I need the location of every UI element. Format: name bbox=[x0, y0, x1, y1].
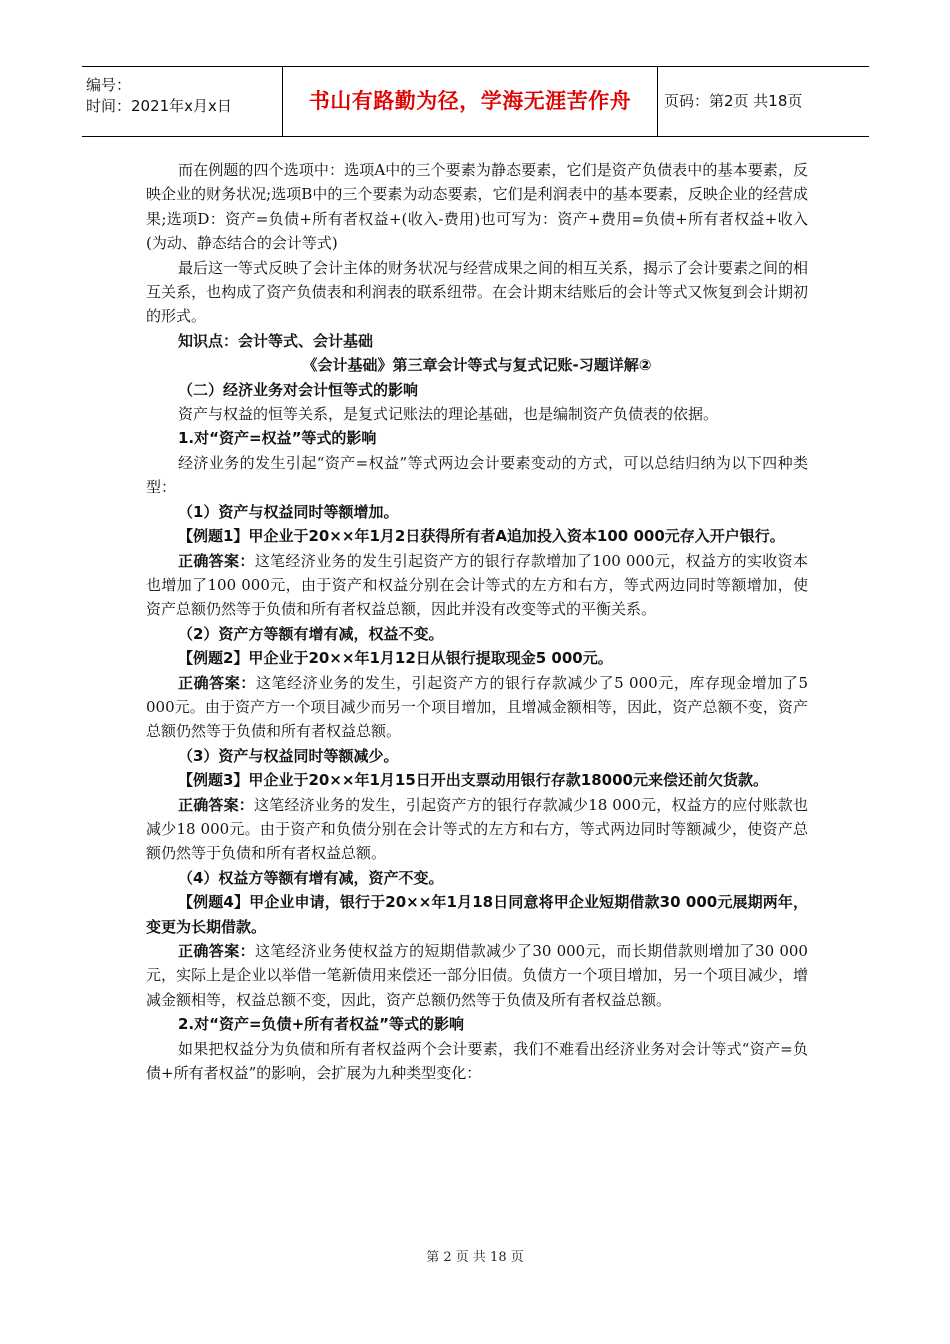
paragraph: 最后这一等式反映了会计主体的财务状况与经营成果之间的相互关系，揭示了会计要素之间的相互关系，也构成了资产负债表和利润表的联系纽带。在会计期末结账后的会计等式又恢复到会计期初的形式。 bbox=[146, 258, 809, 326]
number-label: 编号： bbox=[86, 76, 132, 94]
paragraph: 如果把权益分为负债和所有者权益两个会计要素，我们不难看出经济业务对会计等式“资产=负债+所有者权益”的影响，会扩展为九种类型变化： bbox=[146, 1039, 808, 1083]
answer-label: 正确答案： bbox=[178, 795, 254, 814]
example-question: 【例题3】甲企业于20××年1月15日开出支票动用银行存款18000元来偿还前欠货款。 bbox=[178, 771, 768, 790]
subsection-heading: 2.对“资产=负债+所有者权益”等式的影响 bbox=[178, 1015, 464, 1034]
answer-label: 正确答案： bbox=[178, 551, 255, 570]
subsection-heading: 1.对“资产=权益”等式的影响 bbox=[178, 429, 377, 448]
example-question: 【例题4】甲企业申请，银行于20××年1月18日同意将甲企业短期借款30 000元展期两年，变更为长期借款。 bbox=[146, 893, 808, 936]
case-heading: （1）资产与权益同时等额增加。 bbox=[178, 502, 399, 521]
answer-paragraph bbox=[146, 671, 808, 744]
answer-label: 正确答案： bbox=[178, 673, 256, 692]
case-heading: （4）权益方等额有增有减，资产不变。 bbox=[178, 868, 444, 887]
answer-paragraph bbox=[146, 793, 808, 866]
knowledge-point: 知识点：会计等式、会计基础 bbox=[178, 331, 374, 350]
paragraph: 而在例题的四个选项中：选项A中的三个要素为静态要素，它们是资产负债表中的基本要素，反映企业的财务状况;选项B中的三个要素为动态要素，它们是利润表中的基本要素，反映企业的经营成果;选项D：资产=负债+所有者权益+(收入-费用)也可写为：资产+费用=负债+所有者权益+收入(为动、静态结合的会计等式) bbox=[146, 161, 808, 253]
section-heading: （二）经济业务对会计恒等式的影响 bbox=[178, 380, 419, 399]
case-heading: （2）资产方等额有增有减，权益不变。 bbox=[178, 624, 444, 643]
page-footer: 第 2 页 共 18 页 bbox=[426, 1250, 524, 1265]
header-meta bbox=[82, 67, 283, 136]
example-question: 【例题2】甲企业于20××年1月12日从银行提取现金5 000元。 bbox=[178, 649, 613, 668]
document-body bbox=[146, 158, 808, 1085]
page-header bbox=[82, 66, 869, 137]
paragraph: 资产与权益的恒等关系，是复式记账法的理论基础，也是编制资产负债表的依据。 bbox=[178, 405, 719, 424]
time-label: 时间：2021年x月x日 bbox=[86, 97, 232, 115]
answer-paragraph bbox=[146, 939, 808, 1012]
section-title: 《会计基础》第三章会计等式与复式记账-习题详解② bbox=[302, 356, 652, 375]
header-page-label: 页码：第2页 共18页 bbox=[664, 92, 803, 110]
answer-text: 这笔经济业务的发生引起资产方的银行存款增加了100 000元，权益方的实收资本也增加了100 000元，由于资产和权益分别在会计等式的左方和右方，等式两边同时等额增加，使资产总额仍然等于负债和所有者权益总额，因此并没有改变等式的平衡关系。 bbox=[146, 551, 808, 619]
header-motto: 书山有路勤为径，学海无涯苦作舟 bbox=[283, 67, 658, 136]
answer-text: 这笔经济业务的发生，引起资产方的银行存款减少18 000元，权益方的应付账款也减少18 000元。由于资产和负债分别在会计等式的左方和右方，等式两边同时等额减少，使资产总额仍然等于负债和所有者权益总额。 bbox=[146, 795, 808, 863]
paragraph: 经济业务的发生引起“资产=权益”等式两边会计要素变动的方式，可以总结归纳为以下四种类型： bbox=[146, 453, 808, 497]
answer-text: 这笔经济业务使权益方的短期借款减少了30 000元，而长期借款则增加了30 000元，实际上是企业以举借一笔新债用来偿还一部分旧债。负债方一个项目增加，另一个项目减少，增减金额相等，权益总额不变，因此，资产总额仍然等于负债及所有者权益总额。 bbox=[146, 942, 808, 1009]
case-heading: （3）资产与权益同时等额减少。 bbox=[178, 746, 399, 765]
example-question: 【例题1】甲企业于20××年1月2日获得所有者A追加投入资本100 000元存入开户银行。 bbox=[178, 527, 785, 546]
answer-text: 这笔经济业务的发生，引起资产方的银行存款减少了5 000元，库存现金增加了5 000元。由于资产方一个项目减少而另一个项目增加，且增减金额相等，因此，资产总额不变，资产总额仍然等于负债和所有者权益总额。 bbox=[146, 673, 808, 741]
answer-paragraph bbox=[146, 549, 808, 622]
answer-label: 正确答案： bbox=[178, 942, 256, 960]
